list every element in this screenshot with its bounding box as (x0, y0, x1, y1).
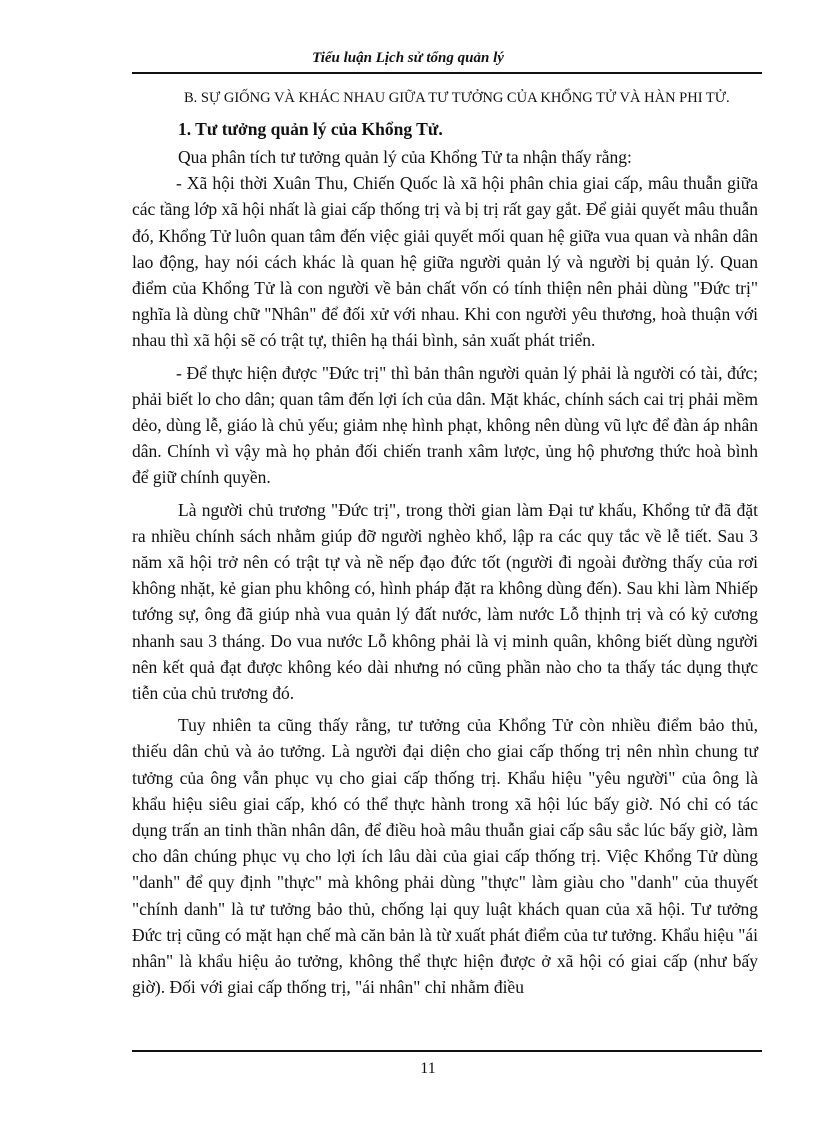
section-heading: B. SỰ GIỐNG VÀ KHÁC NHAU GIỮA TƯ TƯỞNG CỦA KHỔNG TỬ VÀ HÀN PHI TỬ. (184, 90, 730, 106)
paragraph-bullet-2: - Để thực hiện được "Đức trị" thì bản thân người quản lý phải là người có tài, đức; phải biết lo cho dân; quan tâm đến lợi ích của dân. Mặt khác, chính sách cai trị phải mềm dẻo, dùng lễ, giáo là chủ yếu; giảm nhẹ hình phạt, không nên dùng vũ lực để đàn áp nhân dân. Chính vì vậy mà họ phản đối chiến tranh xâm lược, ủng hộ phương thức hoà bình để giữ chính quyền. (132, 362, 758, 488)
footer-rule (132, 1050, 762, 1052)
page-number: 11 (420, 1060, 436, 1077)
page-content (132, 84, 762, 1001)
paragraph-intro: Qua phân tích tư tưởng quản lý của Khổng Tử ta nhận thấy rằng: (178, 147, 632, 167)
paragraph-practice: Là người chủ trương "Đức trị", trong thời gian làm Đại tư khấu, Khổng tử đã đặt ra nhiều chính sách nhằm giúp đỡ người nghèo khổ, lập ra các quy tắc về lễ tiết. Sau 3 năm xã hội trở nên có trật tự và nề nếp đạo đức tốt (người đi ngoài đường thấy của rơi không nhặt, kẻ gian phu không có, hình pháp đặt ra không dùng đến). Sau khi làm Nhiếp tướng sự, ông đã giúp nhà vua quản lý đất nước, làm nước Lỗ thịnh trị và có kỷ cương nhanh sau 3 tháng. Do vua nước Lỗ không phải là vị minh quân, không biết dùng người nên kết quả đạt được không kéo dài nhưng nó cũng phần nào cho ta thấy tác dụng thực tiễn của chủ trương đó. (132, 499, 758, 704)
subsection-heading: 1. Tư tưởng quản lý của Khổng Tử. (178, 119, 443, 139)
header-rule (132, 72, 762, 74)
paragraph-bullet-1: - Xã hội thời Xuân Thu, Chiến Quốc là xã hội phân chia giai cấp, mâu thuẫn giữa các tầng lớp xã hội nhất là giai cấp thống trị và bị trị rất gay gắt. Để giải quyết mâu thuẫn đó, Khổng Tử luôn quan tâm đến việc giải quyết mối quan hệ giữa vua quan và nhân dân lao động, hay nói cách khác là quan hệ giữa người quản lý và người bị quản lý. Quan điểm của Khổng Tử là con người về bản chất vốn có tính thiện nên phải dùng "Đức trị" nghĩa là dùng chữ "Nhân" để đối xử với nhau. Khi con người yêu thương, hoà thuận với nhau thì xã hội sẽ có trật tự, thiên hạ thái bình, sản xuất phát triển. (132, 173, 758, 351)
running-header: Tiểu luận Lịch sử tổng quản lý (312, 50, 504, 66)
paragraph-limitations: Tuy nhiên ta cũng thấy rằng, tư tưởng của Khổng Tử còn nhiều điểm bảo thủ, thiếu dân chủ và ảo tưởng. Là người đại diện cho giai cấp thống trị nên nhìn chung tư tưởng của ông vẫn phục vụ cho giai cấp thống trị. Khẩu hiệu "yêu người" của ông là khẩu hiệu siêu giai cấp, khó có thể thực hành trong xã hội lúc bấy giờ. Nó chỉ có tác dụng trấn an tinh thần nhân dân, để điều hoà mâu thuẫn giai cấp sâu sắc lúc bấy giờ, làm cho dân chúng phục vụ cho lợi ích lâu dài của giai cấp thống trị. Việc Khổng Tử dùng "danh" để quy định "thực" mà không phải dùng "thực" làm giàu cho "danh" của thuyết "chính danh" là tư tưởng bảo thủ, chống lại quy luật khách quan của xã hội. Tư tưởng Đức trị cũng có mặt hạn chế mà căn bản là từ xuất phát điểm của tư tưởng. Khẩu hiệu "ái nhân" là khẩu hiệu ảo tưởng, không thể thực hiện được ở xã hội có giai cấp (như bấy giờ). Đối với giai cấp thống trị, "ái nhân" chỉ nhằm điều (132, 715, 758, 998)
